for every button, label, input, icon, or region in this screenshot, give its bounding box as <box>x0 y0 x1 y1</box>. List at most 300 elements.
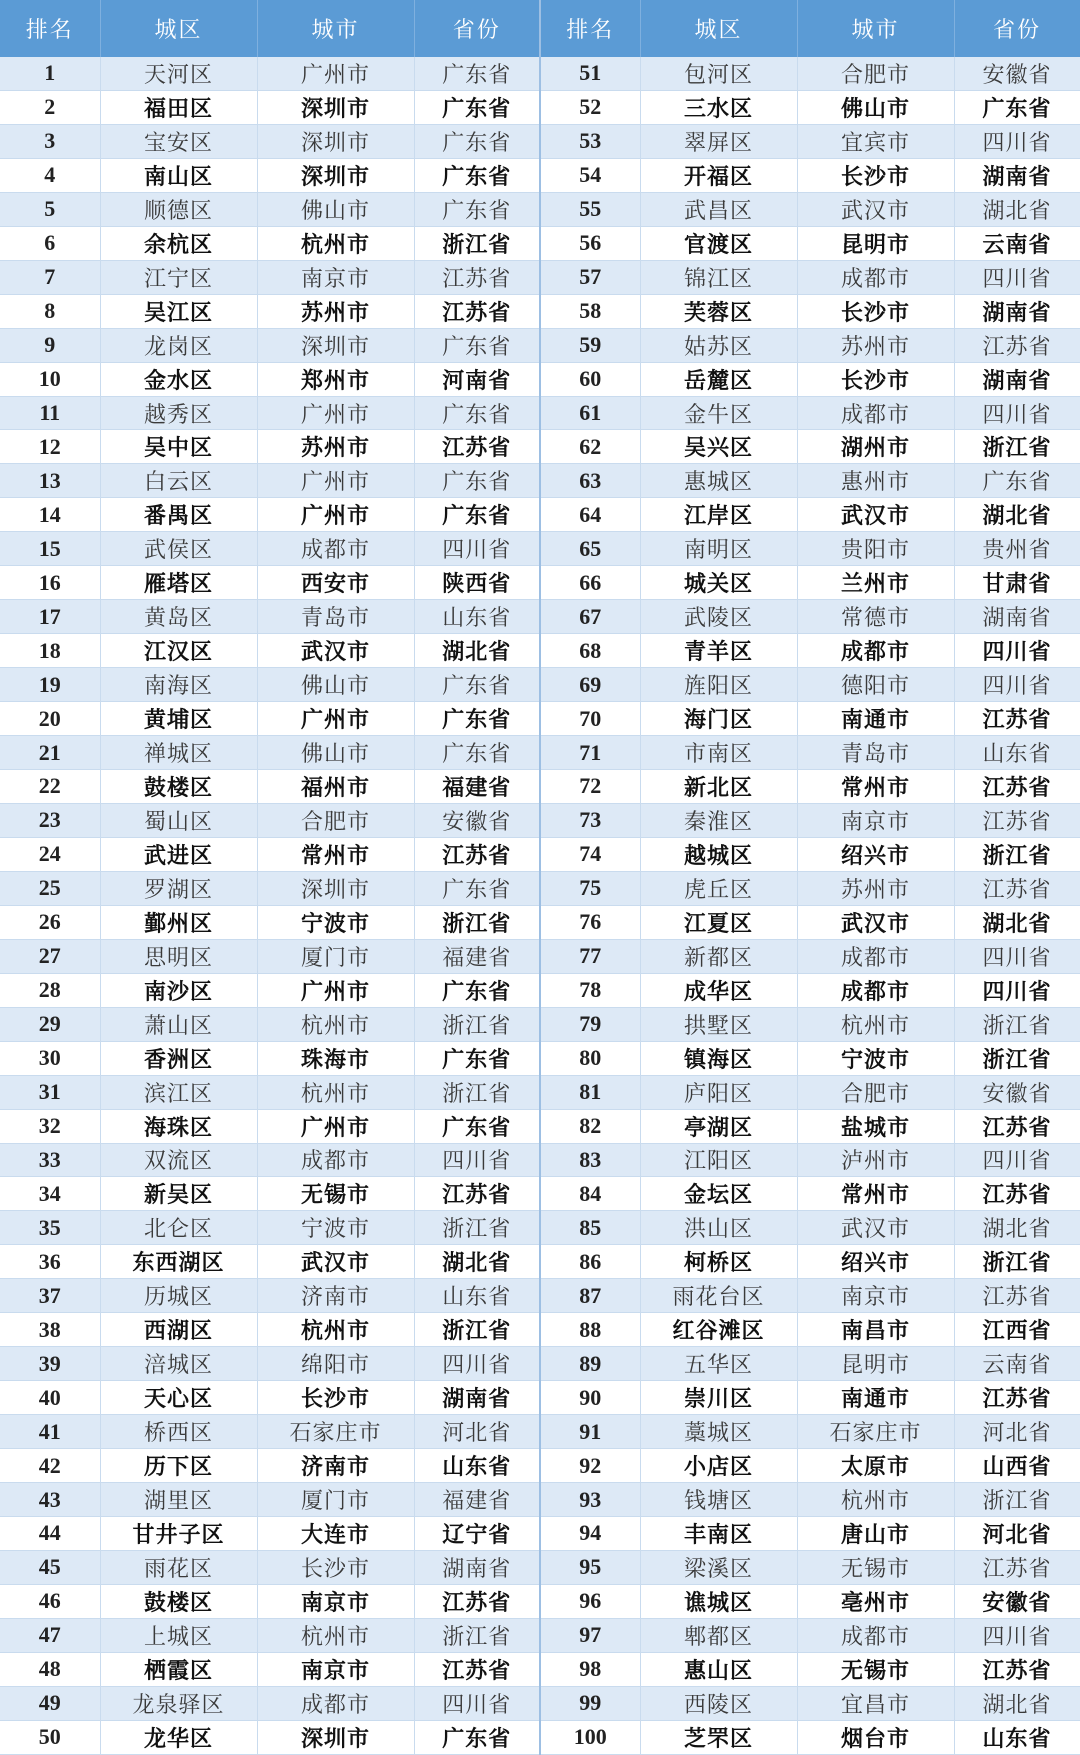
city-cell: 济南市 <box>257 1279 414 1313</box>
district-cell: 雁塔区 <box>100 566 257 600</box>
district-cell: 江岸区 <box>640 498 797 532</box>
city-cell: 青岛市 <box>797 736 954 770</box>
rank-cell: 45 <box>0 1550 100 1584</box>
city-cell: 成都市 <box>797 1618 954 1652</box>
city-cell: 杭州市 <box>797 1483 954 1517</box>
district-cell: 岳麓区 <box>640 362 797 396</box>
rank-cell: 20 <box>0 702 100 736</box>
province-cell: 广东省 <box>414 328 540 362</box>
province-cell: 广东省 <box>414 1041 540 1075</box>
city-cell: 南通市 <box>797 1381 954 1415</box>
city-cell: 合肥市 <box>797 57 954 90</box>
city-cell: 盐城市 <box>797 1109 954 1143</box>
rank-cell: 79 <box>540 1007 640 1041</box>
header-province-right: 省份 <box>954 0 1080 57</box>
city-cell: 苏州市 <box>257 430 414 464</box>
district-cell: 郫都区 <box>640 1618 797 1652</box>
district-cell: 东西湖区 <box>100 1245 257 1279</box>
district-cell: 滨江区 <box>100 1075 257 1109</box>
rank-cell: 14 <box>0 498 100 532</box>
district-cell: 湖里区 <box>100 1483 257 1517</box>
city-cell: 佛山市 <box>797 90 954 124</box>
province-cell: 四川省 <box>954 260 1080 294</box>
rank-cell: 27 <box>0 939 100 973</box>
district-cell: 三水区 <box>640 90 797 124</box>
district-cell: 香洲区 <box>100 1041 257 1075</box>
province-cell: 江苏省 <box>414 430 540 464</box>
rank-cell: 85 <box>540 1211 640 1245</box>
district-cell: 亭湖区 <box>640 1109 797 1143</box>
province-cell: 江苏省 <box>954 770 1080 804</box>
rank-cell: 93 <box>540 1483 640 1517</box>
rank-cell: 80 <box>540 1041 640 1075</box>
city-cell: 杭州市 <box>257 1007 414 1041</box>
city-cell: 南京市 <box>257 1652 414 1686</box>
table-row <box>0 1313 1080 1347</box>
province-cell: 安徽省 <box>954 1584 1080 1618</box>
rank-cell: 65 <box>540 532 640 566</box>
city-cell: 杭州市 <box>257 1313 414 1347</box>
province-cell: 河北省 <box>954 1415 1080 1449</box>
city-cell: 西安市 <box>257 566 414 600</box>
district-cell: 天河区 <box>100 57 257 90</box>
city-cell: 石家庄市 <box>257 1415 414 1449</box>
table-body <box>0 57 1080 1754</box>
rank-cell: 17 <box>0 600 100 634</box>
rank-cell: 62 <box>540 430 640 464</box>
rank-cell: 31 <box>0 1075 100 1109</box>
province-cell: 江苏省 <box>414 260 540 294</box>
province-cell: 广东省 <box>954 464 1080 498</box>
district-cell: 吴中区 <box>100 430 257 464</box>
rank-cell: 74 <box>540 837 640 871</box>
city-cell: 广州市 <box>257 973 414 1007</box>
province-cell: 江苏省 <box>414 837 540 871</box>
province-cell: 广东省 <box>414 124 540 158</box>
rank-cell: 69 <box>540 668 640 702</box>
province-cell: 河北省 <box>954 1516 1080 1550</box>
table-row <box>0 1686 1080 1720</box>
city-cell: 唐山市 <box>797 1516 954 1550</box>
rank-cell: 35 <box>0 1211 100 1245</box>
rank-cell: 99 <box>540 1686 640 1720</box>
district-cell: 西陵区 <box>640 1686 797 1720</box>
province-cell: 江苏省 <box>954 1550 1080 1584</box>
city-cell: 杭州市 <box>257 1618 414 1652</box>
province-cell: 广东省 <box>414 973 540 1007</box>
district-cell: 江阳区 <box>640 1143 797 1177</box>
district-cell: 旌阳区 <box>640 668 797 702</box>
rank-cell: 100 <box>540 1720 640 1754</box>
district-cell: 顺德区 <box>100 192 257 226</box>
rank-cell: 94 <box>540 1516 640 1550</box>
province-cell: 湖北省 <box>414 1245 540 1279</box>
table-row <box>0 973 1080 1007</box>
province-cell: 陕西省 <box>414 566 540 600</box>
table-row <box>0 770 1080 804</box>
rank-cell: 73 <box>540 803 640 837</box>
rank-cell: 23 <box>0 803 100 837</box>
rank-cell: 42 <box>0 1449 100 1483</box>
rank-cell: 88 <box>540 1313 640 1347</box>
table-row <box>0 1177 1080 1211</box>
rank-cell: 53 <box>540 124 640 158</box>
rank-cell: 7 <box>0 260 100 294</box>
province-cell: 广东省 <box>954 90 1080 124</box>
rank-cell: 50 <box>0 1720 100 1754</box>
province-cell: 安徽省 <box>414 803 540 837</box>
province-cell: 湖南省 <box>414 1550 540 1584</box>
table-row <box>0 464 1080 498</box>
district-cell: 甘井子区 <box>100 1516 257 1550</box>
rank-cell: 70 <box>540 702 640 736</box>
rank-cell: 89 <box>540 1347 640 1381</box>
district-cell: 蜀山区 <box>100 803 257 837</box>
district-cell: 南海区 <box>100 668 257 702</box>
rank-cell: 11 <box>0 396 100 430</box>
city-cell: 南通市 <box>797 702 954 736</box>
city-cell: 德阳市 <box>797 668 954 702</box>
table-row <box>0 294 1080 328</box>
city-cell: 佛山市 <box>257 192 414 226</box>
province-cell: 江苏省 <box>954 1177 1080 1211</box>
city-cell: 昆明市 <box>797 226 954 260</box>
province-cell: 河南省 <box>414 362 540 396</box>
province-cell: 江苏省 <box>954 1279 1080 1313</box>
rank-cell: 26 <box>0 905 100 939</box>
table-row <box>0 260 1080 294</box>
province-cell: 浙江省 <box>414 1075 540 1109</box>
province-cell: 江西省 <box>954 1313 1080 1347</box>
rank-cell: 16 <box>0 566 100 600</box>
district-cell: 藁城区 <box>640 1415 797 1449</box>
province-cell: 湖北省 <box>954 192 1080 226</box>
city-cell: 深圳市 <box>257 124 414 158</box>
city-cell: 佛山市 <box>257 668 414 702</box>
province-cell: 江苏省 <box>954 803 1080 837</box>
province-cell: 湖北省 <box>954 905 1080 939</box>
province-cell: 浙江省 <box>954 1007 1080 1041</box>
province-cell: 福建省 <box>414 770 540 804</box>
city-cell: 宁波市 <box>797 1041 954 1075</box>
province-cell: 浙江省 <box>954 1041 1080 1075</box>
province-cell: 浙江省 <box>414 1313 540 1347</box>
rank-cell: 98 <box>540 1652 640 1686</box>
rank-cell: 36 <box>0 1245 100 1279</box>
table-row <box>0 1041 1080 1075</box>
rank-cell: 6 <box>0 226 100 260</box>
province-cell: 四川省 <box>954 1618 1080 1652</box>
table-row <box>0 1075 1080 1109</box>
province-cell: 安徽省 <box>954 1075 1080 1109</box>
table-row <box>0 498 1080 532</box>
province-cell: 湖北省 <box>954 1211 1080 1245</box>
table-row <box>0 600 1080 634</box>
city-cell: 太原市 <box>797 1449 954 1483</box>
rank-cell: 86 <box>540 1245 640 1279</box>
district-cell: 柯桥区 <box>640 1245 797 1279</box>
province-cell: 四川省 <box>954 1143 1080 1177</box>
province-cell: 浙江省 <box>954 430 1080 464</box>
rank-cell: 41 <box>0 1415 100 1449</box>
rank-cell: 40 <box>0 1381 100 1415</box>
district-cell: 惠城区 <box>640 464 797 498</box>
table-row <box>0 1415 1080 1449</box>
city-cell: 长沙市 <box>797 294 954 328</box>
rank-cell: 97 <box>540 1618 640 1652</box>
province-cell: 山西省 <box>954 1449 1080 1483</box>
rank-cell: 12 <box>0 430 100 464</box>
rank-cell: 28 <box>0 973 100 1007</box>
district-cell: 新吴区 <box>100 1177 257 1211</box>
rank-cell: 30 <box>0 1041 100 1075</box>
district-cell: 秦淮区 <box>640 803 797 837</box>
province-cell: 山东省 <box>414 1279 540 1313</box>
district-cell: 锦江区 <box>640 260 797 294</box>
province-cell: 江苏省 <box>414 1177 540 1211</box>
city-cell: 广州市 <box>257 57 414 90</box>
province-cell: 贵州省 <box>954 532 1080 566</box>
city-cell: 长沙市 <box>797 158 954 192</box>
rank-cell: 60 <box>540 362 640 396</box>
province-cell: 四川省 <box>954 396 1080 430</box>
district-cell: 吴江区 <box>100 294 257 328</box>
city-cell: 苏州市 <box>797 871 954 905</box>
province-cell: 江苏省 <box>954 1652 1080 1686</box>
rank-cell: 92 <box>540 1449 640 1483</box>
rank-cell: 58 <box>540 294 640 328</box>
district-cell: 黄埔区 <box>100 702 257 736</box>
province-cell: 四川省 <box>414 532 540 566</box>
rank-cell: 13 <box>0 464 100 498</box>
rank-cell: 24 <box>0 837 100 871</box>
province-cell: 山东省 <box>954 736 1080 770</box>
city-cell: 厦门市 <box>257 1483 414 1517</box>
province-cell: 江苏省 <box>954 871 1080 905</box>
province-cell: 广东省 <box>414 192 540 226</box>
rank-cell: 10 <box>0 362 100 396</box>
district-cell: 双流区 <box>100 1143 257 1177</box>
city-cell: 武汉市 <box>257 1245 414 1279</box>
city-cell: 昆明市 <box>797 1347 954 1381</box>
rank-cell: 34 <box>0 1177 100 1211</box>
district-cell: 越秀区 <box>100 396 257 430</box>
table-row <box>0 1618 1080 1652</box>
city-cell: 宜昌市 <box>797 1686 954 1720</box>
district-cell: 包河区 <box>640 57 797 90</box>
district-cell: 雨花区 <box>100 1550 257 1584</box>
province-cell: 浙江省 <box>414 226 540 260</box>
district-cell: 历城区 <box>100 1279 257 1313</box>
rank-cell: 43 <box>0 1483 100 1517</box>
district-cell: 惠山区 <box>640 1652 797 1686</box>
province-cell: 四川省 <box>954 973 1080 1007</box>
district-cell: 南沙区 <box>100 973 257 1007</box>
city-cell: 常州市 <box>257 837 414 871</box>
district-cell: 武昌区 <box>640 192 797 226</box>
city-cell: 福州市 <box>257 770 414 804</box>
district-cell: 龙泉驿区 <box>100 1686 257 1720</box>
rank-cell: 21 <box>0 736 100 770</box>
rank-cell: 82 <box>540 1109 640 1143</box>
rank-cell: 71 <box>540 736 640 770</box>
province-cell: 广东省 <box>414 702 540 736</box>
province-cell: 广东省 <box>414 871 540 905</box>
province-cell: 安徽省 <box>954 57 1080 90</box>
province-cell: 江苏省 <box>414 1584 540 1618</box>
city-cell: 武汉市 <box>797 1211 954 1245</box>
province-cell: 浙江省 <box>414 1618 540 1652</box>
district-cell: 红谷滩区 <box>640 1313 797 1347</box>
province-cell: 广东省 <box>414 1720 540 1754</box>
city-cell: 深圳市 <box>257 328 414 362</box>
city-cell: 青岛市 <box>257 600 414 634</box>
rank-cell: 29 <box>0 1007 100 1041</box>
district-cell: 新都区 <box>640 939 797 973</box>
city-cell: 无锡市 <box>797 1652 954 1686</box>
rank-cell: 15 <box>0 532 100 566</box>
district-cell: 城关区 <box>640 566 797 600</box>
province-cell: 甘肃省 <box>954 566 1080 600</box>
table-row <box>0 566 1080 600</box>
province-cell: 湖南省 <box>954 600 1080 634</box>
rank-cell: 33 <box>0 1143 100 1177</box>
header-city-right: 城市 <box>797 0 954 57</box>
city-cell: 杭州市 <box>797 1007 954 1041</box>
province-cell: 广东省 <box>414 1109 540 1143</box>
district-cell: 江夏区 <box>640 905 797 939</box>
district-cell: 福田区 <box>100 90 257 124</box>
district-cell: 黄岛区 <box>100 600 257 634</box>
city-cell: 无锡市 <box>797 1550 954 1584</box>
district-cell: 余杭区 <box>100 226 257 260</box>
rank-cell: 84 <box>540 1177 640 1211</box>
district-cell: 白云区 <box>100 464 257 498</box>
district-cell: 龙华区 <box>100 1720 257 1754</box>
district-cell: 洪山区 <box>640 1211 797 1245</box>
district-cell: 武进区 <box>100 837 257 871</box>
rank-cell: 59 <box>540 328 640 362</box>
table-row <box>0 532 1080 566</box>
table-row <box>0 226 1080 260</box>
header-rank-right: 排名 <box>540 0 640 57</box>
city-cell: 杭州市 <box>257 226 414 260</box>
province-cell: 江苏省 <box>414 294 540 328</box>
district-cell: 栖霞区 <box>100 1652 257 1686</box>
city-cell: 苏州市 <box>797 328 954 362</box>
city-cell: 绍兴市 <box>797 1245 954 1279</box>
rank-cell: 18 <box>0 634 100 668</box>
rank-cell: 72 <box>540 770 640 804</box>
header-city-left: 城市 <box>257 0 414 57</box>
rank-cell: 19 <box>0 668 100 702</box>
city-cell: 南京市 <box>797 803 954 837</box>
city-cell: 成都市 <box>797 939 954 973</box>
district-cell: 武侯区 <box>100 532 257 566</box>
city-cell: 宁波市 <box>257 905 414 939</box>
district-cell: 西湖区 <box>100 1313 257 1347</box>
table-row <box>0 1584 1080 1618</box>
city-cell: 杭州市 <box>257 1075 414 1109</box>
province-cell: 浙江省 <box>954 1483 1080 1517</box>
rank-cell: 2 <box>0 90 100 124</box>
province-cell: 江苏省 <box>414 1652 540 1686</box>
district-cell: 新北区 <box>640 770 797 804</box>
province-cell: 四川省 <box>414 1686 540 1720</box>
district-cell: 开福区 <box>640 158 797 192</box>
table-row <box>0 1007 1080 1041</box>
rank-cell: 96 <box>540 1584 640 1618</box>
table-row <box>0 1449 1080 1483</box>
city-cell: 湖州市 <box>797 430 954 464</box>
province-cell: 四川省 <box>954 634 1080 668</box>
district-cell: 丰南区 <box>640 1516 797 1550</box>
province-cell: 湖南省 <box>954 362 1080 396</box>
table-row <box>0 328 1080 362</box>
city-cell: 常州市 <box>797 1177 954 1211</box>
table-row <box>0 430 1080 464</box>
rank-cell: 91 <box>540 1415 640 1449</box>
district-cell: 上城区 <box>100 1618 257 1652</box>
province-cell: 福建省 <box>414 939 540 973</box>
province-cell: 云南省 <box>954 226 1080 260</box>
district-cell: 钱塘区 <box>640 1483 797 1517</box>
rank-cell: 68 <box>540 634 640 668</box>
district-cell: 梁溪区 <box>640 1550 797 1584</box>
district-cell: 芝罘区 <box>640 1720 797 1754</box>
table-row <box>0 837 1080 871</box>
table-row <box>0 1279 1080 1313</box>
province-cell: 江苏省 <box>954 702 1080 736</box>
city-cell: 深圳市 <box>257 90 414 124</box>
province-cell: 福建省 <box>414 1483 540 1517</box>
rank-cell: 4 <box>0 158 100 192</box>
city-cell: 成都市 <box>797 973 954 1007</box>
province-cell: 广东省 <box>414 57 540 90</box>
district-cell: 江汉区 <box>100 634 257 668</box>
province-cell: 湖北省 <box>954 498 1080 532</box>
city-cell: 常州市 <box>797 770 954 804</box>
province-cell: 湖北省 <box>414 634 540 668</box>
district-cell: 拱墅区 <box>640 1007 797 1041</box>
table-row <box>0 803 1080 837</box>
table-row <box>0 736 1080 770</box>
table-row <box>0 1245 1080 1279</box>
table-row <box>0 124 1080 158</box>
district-cell: 罗湖区 <box>100 871 257 905</box>
table-header <box>0 0 1080 57</box>
district-cell: 金坛区 <box>640 1177 797 1211</box>
province-cell: 辽宁省 <box>414 1516 540 1550</box>
city-cell: 济南市 <box>257 1449 414 1483</box>
district-cell: 历下区 <box>100 1449 257 1483</box>
city-cell: 合肥市 <box>257 803 414 837</box>
table-row <box>0 57 1080 90</box>
city-cell: 成都市 <box>257 532 414 566</box>
city-cell: 南京市 <box>797 1279 954 1313</box>
city-cell: 常德市 <box>797 600 954 634</box>
city-cell: 烟台市 <box>797 1720 954 1754</box>
province-cell: 河北省 <box>414 1415 540 1449</box>
district-cell: 南山区 <box>100 158 257 192</box>
city-cell: 武汉市 <box>257 634 414 668</box>
province-cell: 广东省 <box>414 464 540 498</box>
rank-cell: 54 <box>540 158 640 192</box>
city-cell: 厦门市 <box>257 939 414 973</box>
province-cell: 湖南省 <box>954 158 1080 192</box>
rank-cell: 57 <box>540 260 640 294</box>
header-row <box>0 0 1080 57</box>
